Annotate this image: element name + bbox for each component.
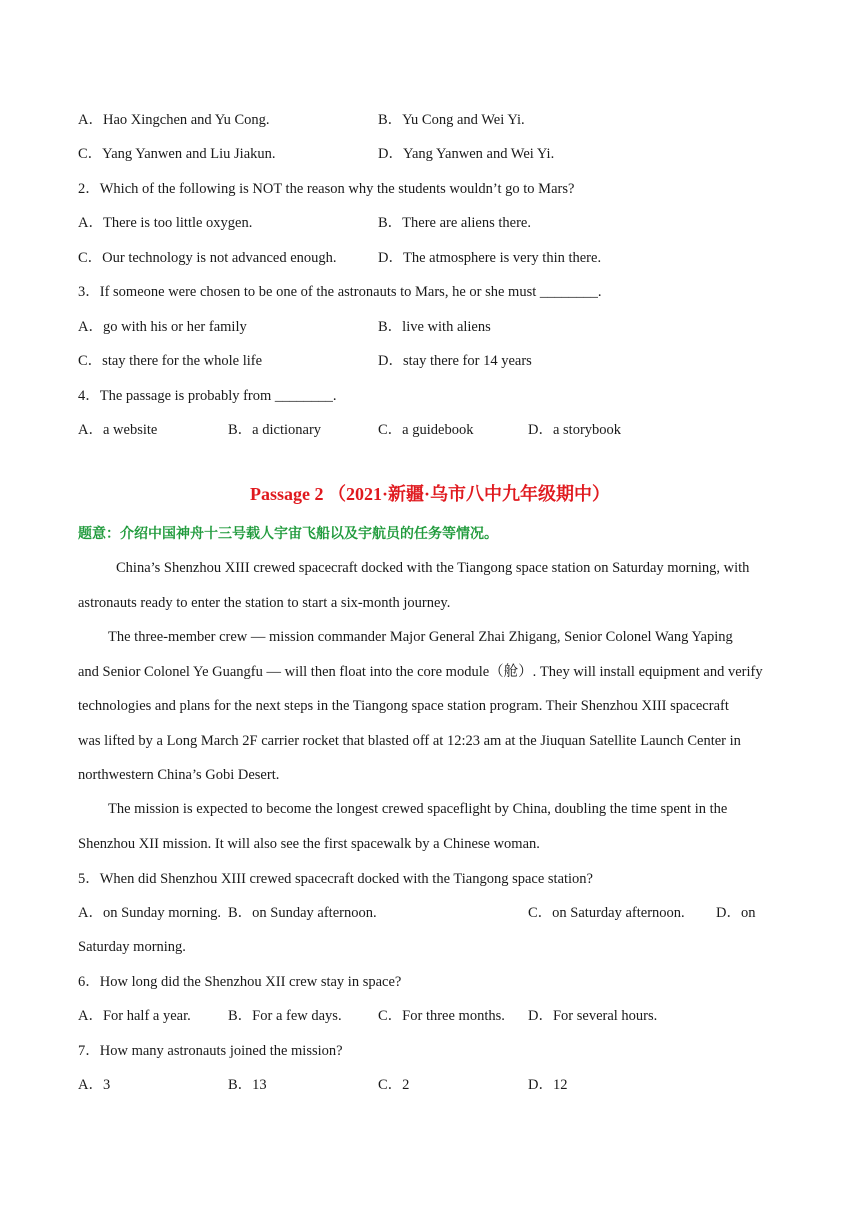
- q4-option-c: C．a guidebook: [378, 422, 474, 438]
- q2-option-b: B．There are aliens there.: [378, 215, 531, 231]
- q1-option-d: D．Yang Yanwen and Wei Yi.: [378, 146, 555, 162]
- q2-option-a: A．There is too little oxygen.: [78, 215, 253, 231]
- q5-option-d-continued: Saturday morning.: [78, 939, 186, 955]
- q7-option-b: B．13: [228, 1077, 267, 1093]
- q4-option-b: B．a dictionary: [228, 422, 322, 438]
- q5-stem: 5．When did Shenzhou XIII crewed spacecraft docked with the Tiangong space station?: [78, 871, 593, 887]
- q6-option-a: A．For half a year.: [78, 1008, 191, 1024]
- q7-option-c: C．2: [378, 1077, 410, 1093]
- q1-option-b: B．Yu Cong and Wei Yi.: [378, 112, 525, 128]
- q3-option-a: A．go with his or her family: [78, 319, 247, 335]
- q4-option-d: D．a storybook: [528, 422, 622, 438]
- paragraph-line: was lifted by a Long March 2F carrier rocket that blasted off at 12:23 am at the Jiuquan Satellite Launch Center in: [78, 732, 741, 749]
- q7-option-a: A．3: [78, 1077, 111, 1093]
- q2-option-c: C．Our technology is not advanced enough.: [78, 250, 337, 266]
- q5-option-b: B．on Sunday afternoon.: [228, 905, 377, 921]
- paragraph-line: and Senior Colonel Ye Guangfu — will then float into the core module（舱）. They will install equipment and verify: [78, 663, 763, 680]
- q5-option-a: A．on Sunday morning.: [78, 905, 221, 921]
- paragraph-line: The mission is expected to become the longest crewed spaceflight by China, doubling the time spent in the: [108, 801, 728, 817]
- paragraph-line: Shenzhou XII mission. It will also see the first spacewalk by a Chinese woman.: [78, 835, 540, 852]
- q3-stem: 3．If someone were chosen to be one of the astronauts to Mars, he or she must ________.: [78, 284, 602, 300]
- q3-option-c: C．stay there for the whole life: [78, 353, 263, 369]
- q6-stem: 6．How long did the Shenzhou XII crew stay in space?: [78, 974, 402, 990]
- q6-option-d: D．For several hours.: [528, 1008, 658, 1024]
- q5-option-d: D．on: [716, 905, 756, 921]
- q3-option-d: D．stay there for 14 years: [378, 353, 532, 369]
- passage-paragraph-1: [78, 551, 784, 620]
- q1-option-a: A．Hao Xingchen and Yu Cong.: [78, 112, 270, 128]
- passage-paragraph-3: [78, 792, 784, 861]
- paragraph-line: China’s Shenzhou XIII crewed spacecraft docked with the Tiangong space station on Saturday morning, with: [116, 560, 750, 576]
- paragraph-line: technologies and plans for the next steps in the Tiangong space station program. Their Shenzhou XIII spacecraft: [78, 698, 729, 714]
- paragraph-line: astronauts ready to enter the station to start a six-month journey.: [78, 594, 451, 611]
- q7-stem: 7．How many astronauts joined the mission?: [78, 1043, 343, 1059]
- q7-option-d: D．12: [528, 1077, 568, 1093]
- paragraph-line: northwestern China’s Gobi Desert.: [78, 767, 280, 783]
- q3-option-b: B．live with aliens: [378, 319, 491, 335]
- passage-gist: 题意：介绍中国神舟十三号载人宇宙飞船以及宇航员的任务等情况。: [78, 526, 498, 542]
- q5-option-c: C．on Saturday afternoon.: [528, 905, 685, 921]
- q6-option-b: B．For a few days.: [228, 1008, 342, 1024]
- q2-stem: 2．Which of the following is NOT the reason why the students wouldn’t go to Mars?: [78, 181, 575, 197]
- q2-option-d: D．The atmosphere is very thin there.: [378, 250, 602, 266]
- q4-stem: 4．The passage is probably from ________.: [78, 388, 337, 404]
- passage-paragraph-2: [78, 620, 784, 793]
- q6-option-c: C．For three months.: [378, 1008, 505, 1024]
- q1-option-c: C．Yang Yanwen and Liu Jiakun.: [78, 146, 276, 162]
- passage-title: Passage 2 （2021·新疆·乌市八中九年级期中）: [250, 484, 610, 504]
- q4-option-a: A．a website: [78, 422, 158, 438]
- paragraph-line: The three-member crew — mission commander Major General Zhai Zhigang, Senior Colonel Wang Yaping: [108, 629, 733, 645]
